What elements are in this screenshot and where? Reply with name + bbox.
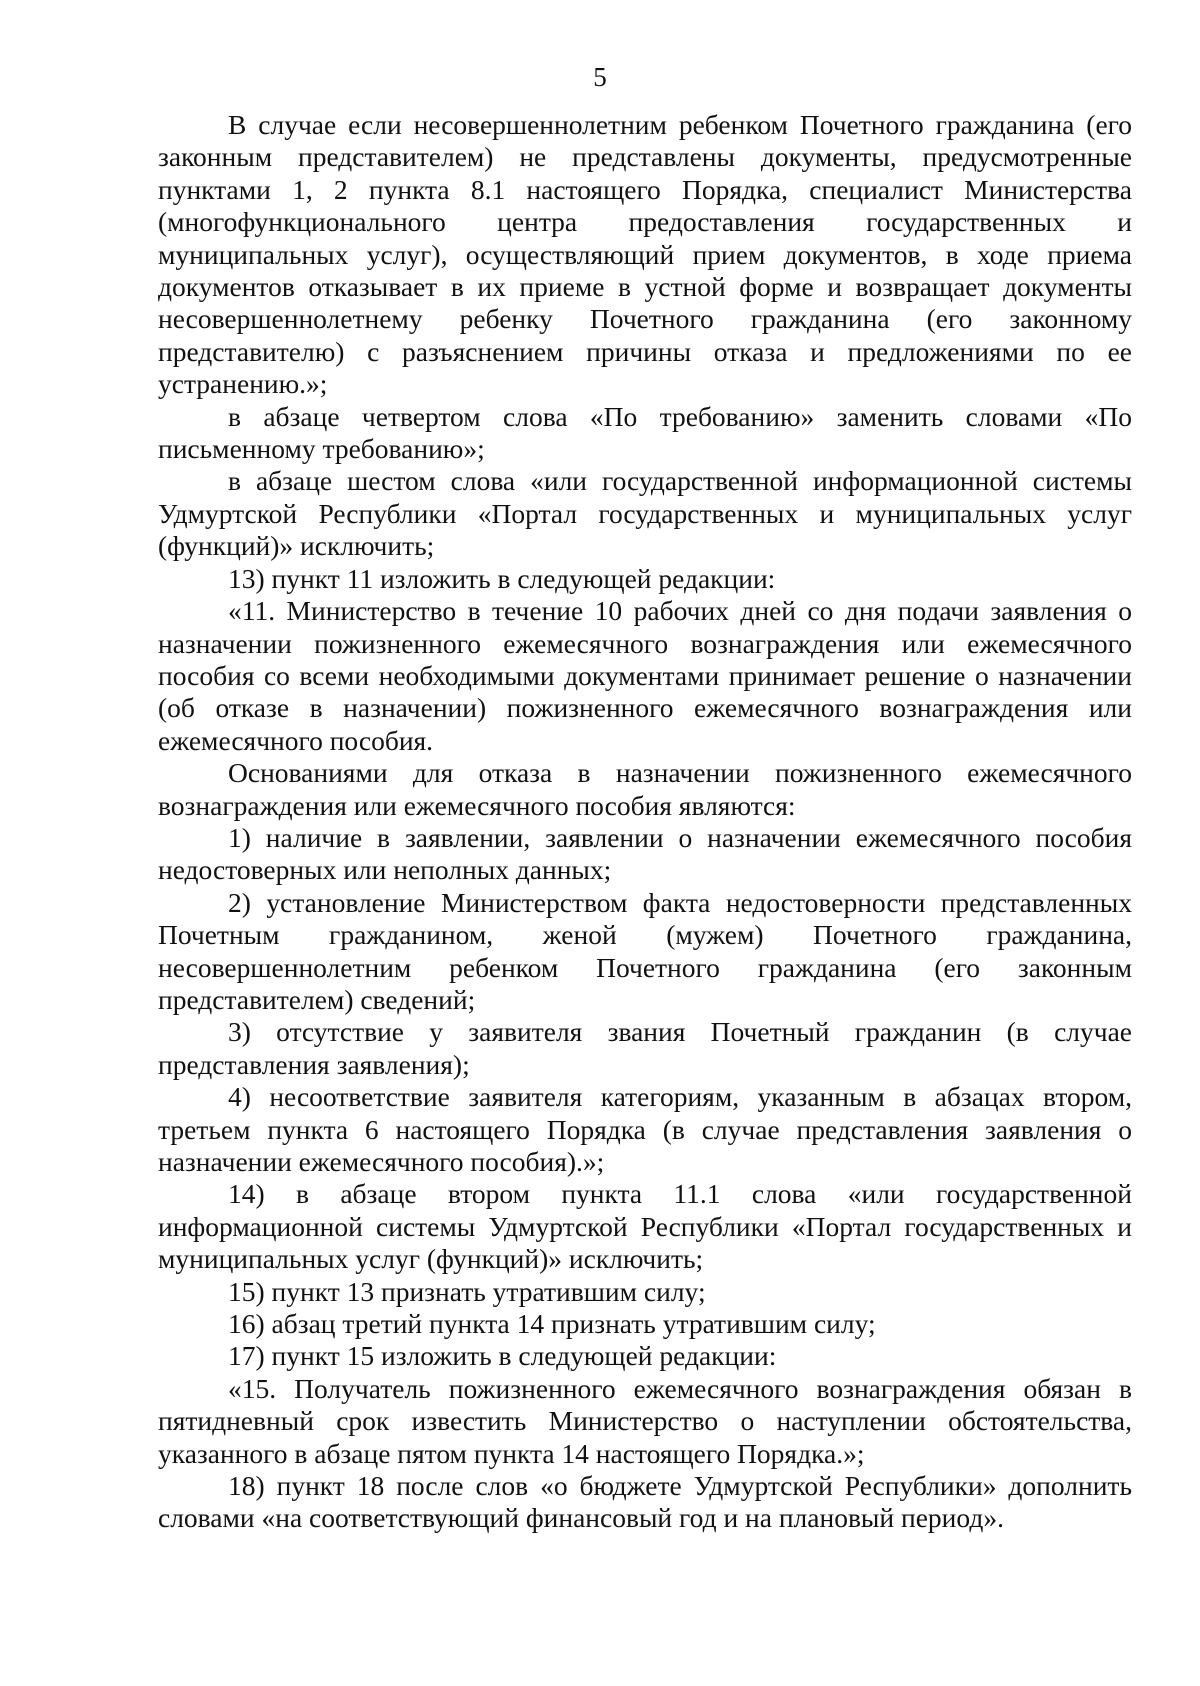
paragraph: «15. Получатель пожизненного ежемесячного вознаграждения обязан в пятидневный срок известить Министерство о наступлении обстоятельства, указанного в абзаце пятом пункта 14 настоящего Порядка.»; [158,1372,1132,1469]
paragraph: 3) отсутствие у заявителя звания Почетный гражданин (в случае представления заявления); [158,1016,1132,1080]
paragraph: 15) пункт 13 признать утратившим силу; [228,1275,706,1307]
paragraph: 17) пункт 15 изложить в следующей редакции: [228,1340,777,1372]
paragraph: Основаниями для отказа в назначении пожизненного ежемесячного вознаграждения или ежемесячного пособия являются: [158,757,1132,821]
paragraph: 1) наличие в заявлении, заявлении о назначении ежемесячного пособия недостоверных или неполных данных; [158,821,1132,886]
paragraph: в абзаце четвертом слова «По требованию» заменить словами «По письменному требованию»; [158,400,1132,465]
document-body [158,109,1132,1535]
paragraph: 2) установление Министерством факта недостоверности представленных Почетным гражданином, женой (мужем) Почетного гражданина, несовершеннолетним ребенком Почетного гражданина (его законным представителем) сведений; [158,886,1132,1015]
paragraph: В случае если несовершеннолетним ребенком Почетного гражданина (его законным представителем) не представлены документы, предусмотренные пунктами 1, 2 пункта 8.1 настоящего Порядка, специалист Министерства (многофункционального центра предоставления государственных и муниципальных услуг), осуществляющий прием документов, в ходе приема документов отказывает в их приеме в устной форме и возвращает документы несовершеннолетнему ребенку Почетного гражданина (его законному представителю) с разъяснением причины отказа и предложениями по ее устранению.»; [158,109,1132,400]
paragraph: 4) несоответствие заявителя категориям, указанным в абзацах втором, третьем пункта 6 настоящего Порядка (в случае представления заявления о назначении ежемесячного пособия).»; [158,1081,1132,1177]
paragraph: 14) в абзаце втором пункта 11.1 слова «или государственной информационной системы Удмуртской Республики «Портал государственных и муниципальных услуг (функций)» исключить; [158,1178,1132,1275]
paragraph: 16) абзац третий пункта 14 признать утратившим силу; [228,1308,876,1340]
paragraph: 18) пункт 18 после слов «о бюджете Удмуртской Республики» дополнить словами «на соответствующий финансовый год и на плановый период». [158,1470,1132,1534]
paragraph: 13) пункт 11 изложить в следующей редакции: [228,562,776,594]
paragraph: в абзаце шестом слова «или государственной информационной системы Удмуртской Республики «Портал государственных и муниципальных услуг (функций)» исключить; [158,465,1132,562]
page-number: 5 [593,62,607,92]
paragraph: «11. Министерство в течение 10 рабочих дней со дня подачи заявления о назначении пожизненного ежемесячного вознаграждения или ежемесячного пособия со всеми необходимыми документами принимает решение о назначении (об отказе в назначении) пожизненного ежемесячного вознаграждения или ежемесячного пособия. [158,595,1132,756]
